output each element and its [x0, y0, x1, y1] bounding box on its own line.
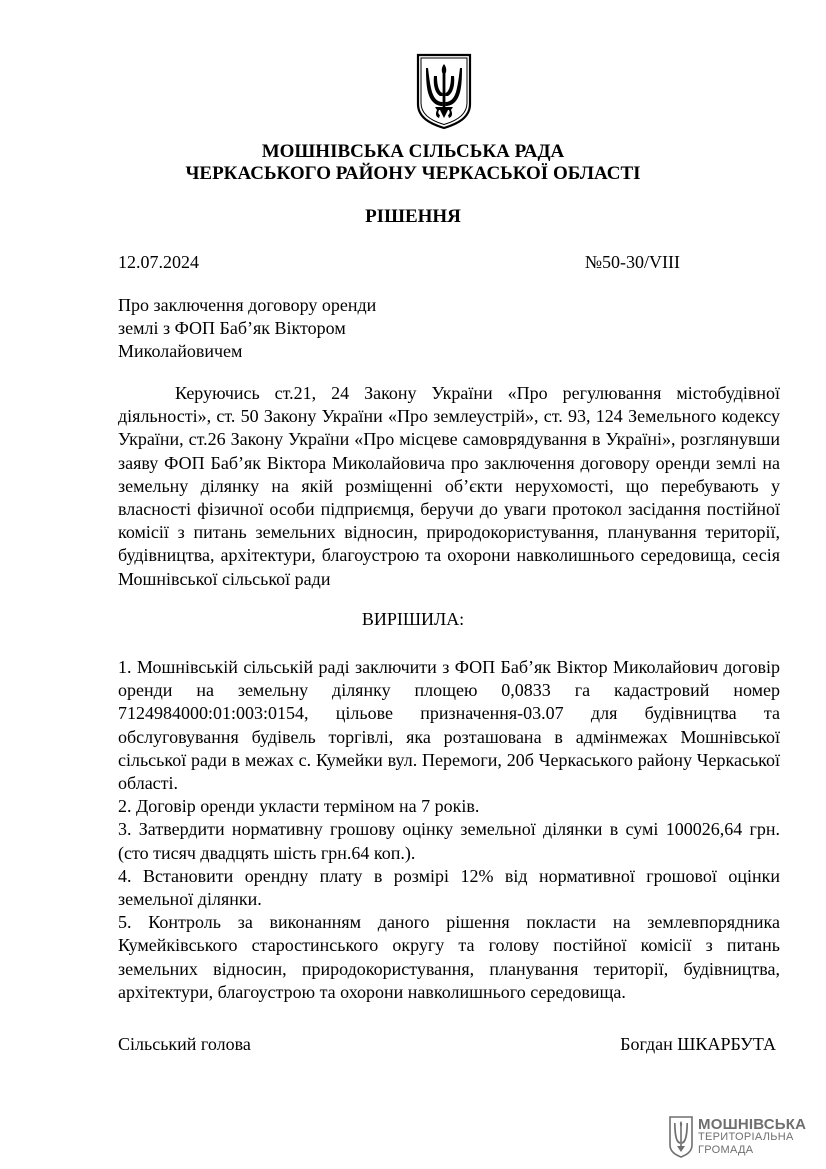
organization-region: ЧЕРКАСЬКОГО РАЙОНУ ЧЕРКАСЬКОЇ ОБЛАСТІ	[185, 163, 641, 184]
watermark-line: ТЕРИТОРІАЛЬНА	[698, 1130, 794, 1143]
document-number: №50-30/VIII	[584, 252, 680, 272]
preamble-paragraph: Керуючись ст.21, 24 Закону України «Про регулювання містобудівної діяльності», ст. 50 Закону України «Про землеустрій», ст. 93, 124 Земельного кодексу України, ст.26 Закону України «Про місцеве самоврядування в Україні», розглянувши заяву ФОП Баб’як Віктора Миколайовича про заключення договору оренди землі на земельну ділянку на якій розміщенні об’єкти нерухомості, що перебувають у власності фізичної особи підприємця, беручи до уваги протокол засідання постійної комісії з питань земельних відносин, природокористування, планування території, будівництва, архітектури, благоустрою та охорони навколишнього середовища, сесія Мошнівської сільської ради	[118, 383, 780, 589]
resolution-item: 3. Затвердити нормативну грошову оцінку земельної ділянки в сумі 100026,64 грн. (сто тисяч двадцять шість грн.64 коп.).	[118, 819, 780, 863]
signatory-name: Богдан ШКАРБУТА	[620, 1034, 776, 1054]
resolved-heading: ВИРІШИЛА:	[361, 609, 465, 629]
tryzub-shield-icon	[668, 1115, 694, 1159]
organization-name: МОШНІВСЬКА СІЛЬСЬКА РАДА	[261, 141, 565, 162]
community-watermark	[668, 1113, 818, 1161]
subject-line: Про заключення договору оренди	[118, 295, 377, 315]
document-type-title: РІШЕННЯ	[365, 206, 461, 227]
subject-line: землі з ФОП Баб’як Віктором	[118, 318, 346, 338]
coat-of-arms-icon	[415, 52, 473, 130]
resolution-items	[118, 656, 780, 1004]
subject-line: Миколайовичем	[118, 341, 243, 361]
document-date: 12.07.2024	[118, 252, 199, 272]
signatory-title: Сільський голова	[118, 1034, 251, 1054]
watermark-line: МОШНІВСЬКА	[698, 1115, 807, 1133]
watermark-line: ГРОМАДА	[698, 1143, 754, 1156]
resolution-item: 2. Договір оренди укласти терміном на 7 років.	[118, 796, 480, 817]
resolution-item: 1. Мошнівській сільській раді заключити з ФОП Баб’як Віктор Миколайович договір оренди на земельну ділянку площею 0,0833 га кадастровий номер 7124984000:01:003:0154, цільове призначення-03.07 для будівництва та обслуговування будівель торгівлі, яка розташована в адмінмежах Мошнівської сільської ради в межах с. Кумейки вул. Перемоги, 20б Черкаського району Черкаської області.	[118, 657, 780, 794]
document-subject	[118, 294, 418, 363]
resolution-item: 4. Встановити орендну плату в розмірі 12% від нормативної грошової оцінки земельної ділянки.	[118, 865, 780, 910]
resolution-item: 5. Контроль за виконанням даного рішення покласти на землевпорядника Кумейківського старостинського округу та голову постійної комісії з питань земельних відносин, природокористування, планування території, будівництва, архітектури, благоустрою та охорони навколишнього середовища.	[118, 912, 780, 1002]
